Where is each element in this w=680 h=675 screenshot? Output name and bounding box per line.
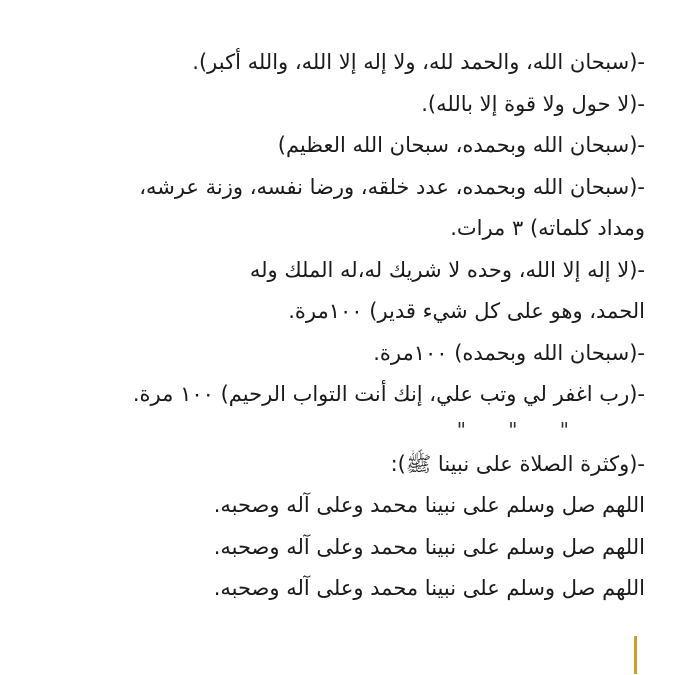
text-cursor [634,636,637,674]
text-line: الحمد، وهو على كل شيء قدير) ١٠٠مرة. [288,299,645,323]
text-line: -(لا حول ولا قوة إلا بالله). [421,91,645,116]
text-line: -(سبحان الله، والحمد لله، ولا إله إلا الله، والله أكبر). [192,50,645,74]
separator-marks: " " " [456,417,587,442]
text-line: -(سبحان الله وبحمده، عدد خلقه، ورضا نفسه، وزنة عرشه، [139,174,645,199]
text-line: اللهم صل وسلم على نبينا محمد وعلى آله وصحبه. [213,493,645,517]
text-line: ومداد كلماته) ٣ مرات. [450,216,645,240]
document-body [40,42,645,610]
text-line: -(سبحان الله وبحمده، سبحان الله العظيم) [277,133,645,157]
text-line: اللهم صل وسلم على نبينا محمد وعلى آله وصحبه. [213,576,645,600]
text-line: -(لا إله إلا الله، وحده لا شريك له،له الملك وله [249,257,645,282]
text-line: -(رب اغفر لي وتب علي، إنك أنت التواب الرحيم) ١٠٠ مرة. [132,382,645,406]
text-line: -(سبحان الله وبحمده) ١٠٠مرة. [373,340,645,365]
text-line: اللهم صل وسلم على نبينا محمد وعلى آله وصحبه. [213,534,645,559]
text-line: -(وكثرة الصلاة على نبينا ﷺ): [390,451,645,476]
